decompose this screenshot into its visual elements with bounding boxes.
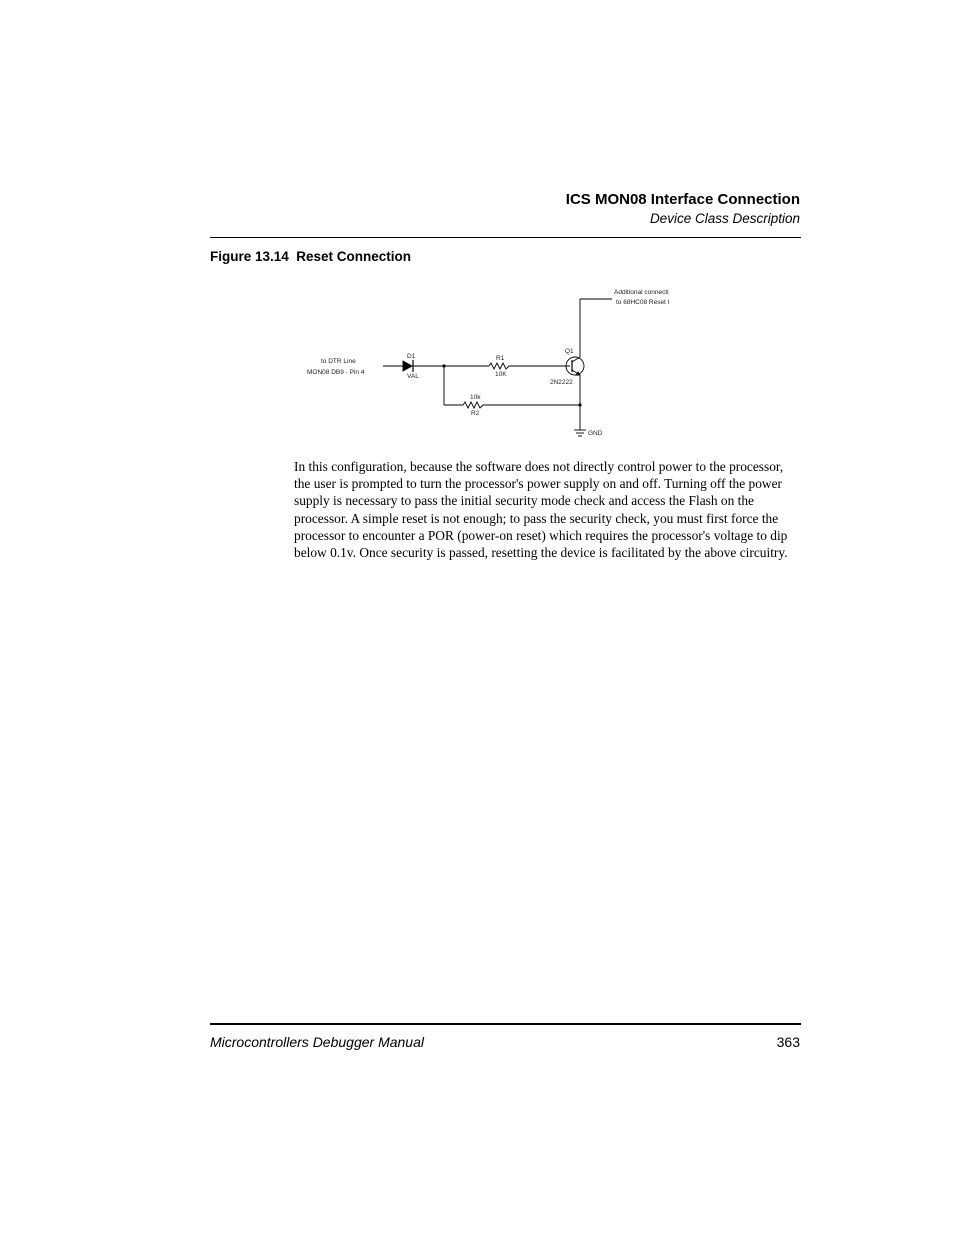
header-divider	[210, 237, 801, 238]
label-additional-1: Additional connecti	[614, 289, 669, 296]
transistor-q1-collector	[572, 357, 580, 362]
label-r1: R1	[496, 355, 505, 362]
reset-connection-schematic	[290, 280, 700, 445]
label-q1-part: 2N2222	[550, 379, 573, 386]
section-subtitle: Device Class Description	[649, 211, 800, 226]
junction-node-left	[442, 364, 445, 367]
body-paragraph: In this configuration, because the software does not directly control power to the processor, the user is prompted to turn the processor's power supply on and off. Turning off the power supply is necessary to pass the initial security mode check and access the Flash on the processor. A simple reset is not enough; to pass the security check, you must first force the processor to encounter a POR (power-on reset) which requires the processor's voltage to dip below 0.1v. Once security is passed, resetting the device is facilitated by the above circuitry.	[294, 459, 788, 561]
label-d1: D1	[407, 353, 416, 360]
figure-caption: Figure 13.14 Reset Connection	[210, 249, 412, 264]
label-dtr-line: to DTR Line	[321, 358, 356, 365]
page-number: 363	[776, 1034, 800, 1050]
resistor-r1-symbol	[489, 363, 509, 369]
label-gnd: GND	[588, 430, 603, 437]
label-q1: Q1	[565, 348, 574, 355]
label-r2: R2	[471, 410, 480, 417]
label-r1-value: 10K	[495, 371, 507, 378]
label-mon08-pin: MON08 DB9 - Pin 4	[307, 369, 365, 376]
footer-manual-title: Microcontrollers Debugger Manual	[210, 1034, 424, 1050]
label-d1-part: VAL	[407, 373, 419, 380]
label-r2-value: 10k	[470, 394, 481, 401]
resistor-r2-symbol	[463, 402, 483, 408]
section-title: ICS MON08 Interface Connection	[565, 191, 800, 208]
junction-node-emitter	[578, 403, 581, 406]
footer-divider	[210, 1023, 801, 1025]
label-additional-2: to 68HC08 Reset l	[616, 299, 670, 306]
diode-d1-symbol	[403, 361, 412, 371]
